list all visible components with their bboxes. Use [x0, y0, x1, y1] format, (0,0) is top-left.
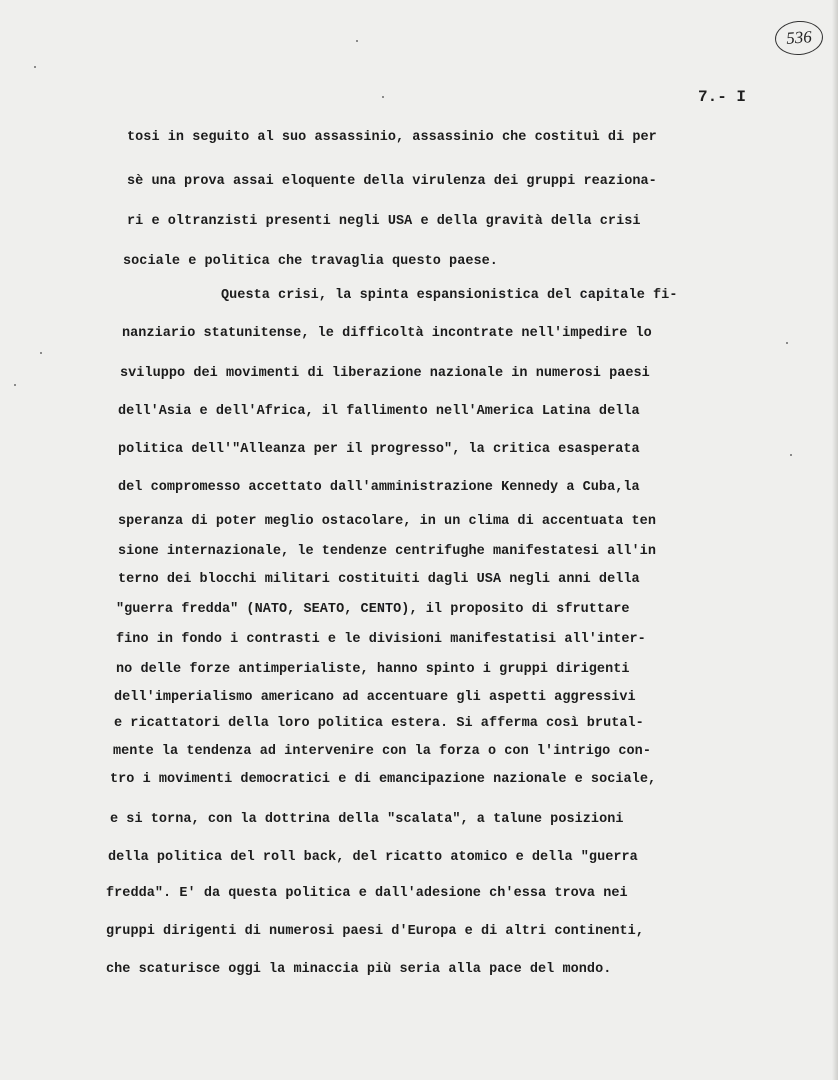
paper-speck: [34, 66, 36, 68]
text-line: sione internazionale, le tendenze centrifughe manifestatesi all'in: [118, 544, 656, 559]
text-line: politica dell'"Alleanza per il progresso", la critica esasperata: [118, 442, 640, 457]
text-line: sviluppo dei movimenti di liberazione nazionale in numerosi paesi: [120, 366, 650, 381]
archive-stamp: 536: [774, 19, 824, 56]
text-line: gruppi dirigenti di numerosi paesi d'Europa e di altri continenti,: [106, 924, 644, 939]
text-line: terno dei blocchi militari costituiti dagli USA negli anni della: [118, 572, 640, 587]
paper-speck: [40, 352, 42, 354]
text-line: del compromesso accettato dall'amministrazione Kennedy a Cuba,la: [118, 480, 640, 495]
text-line: nanziario statunitense, le difficoltà incontrate nell'impedire lo: [122, 326, 652, 341]
text-line: tro i movimenti democratici e di emancipazione nazionale e sociale,: [110, 772, 657, 787]
text-line: mente la tendenza ad intervenire con la forza o con l'intrigo con-: [113, 744, 651, 759]
paper-speck: [14, 384, 16, 386]
text-line: dell'Asia e dell'Africa, il fallimento nell'America Latina della: [118, 404, 640, 419]
paper-speck: [382, 96, 384, 98]
text-line: fino in fondo i contrasti e le divisioni manifestatisi all'inter-: [116, 632, 646, 647]
page-edge-shadow: [832, 0, 838, 1080]
text-line: fredda". E' da questa politica e dall'adesione ch'essa trova nei: [106, 886, 628, 901]
text-line: no delle forze antimperialiste, hanno spinto i gruppi dirigenti: [116, 662, 630, 677]
text-line: sociale e politica che travaglia questo paese.: [123, 254, 498, 269]
text-line: sè una prova assai eloquente della virulenza dei gruppi reaziona-: [127, 174, 657, 189]
text-line: speranza di poter meglio ostacolare, in un clima di accentuata ten: [118, 514, 656, 529]
text-line: ri e oltranzisti presenti negli USA e della gravità della crisi: [127, 214, 641, 229]
paper-speck: [786, 342, 788, 344]
paper-speck: [356, 40, 358, 42]
text-line: e ricattatori della loro politica estera. Si afferma così brutal-: [114, 716, 644, 731]
text-line: Questa crisi, la spinta espansionistica del capitale fi-: [221, 288, 678, 303]
paper-speck: [790, 454, 792, 456]
text-line: della politica del roll back, del ricatto atomico e della "guerra: [108, 850, 638, 865]
text-line: tosi in seguito al suo assassinio, assassinio che costituì di per: [127, 130, 657, 145]
text-line: "guerra fredda" (NATO, SEATO, CENTO), il proposito di sfruttare: [116, 602, 630, 617]
text-line: che scaturisce oggi la minaccia più seria alla pace del mondo.: [106, 962, 612, 977]
text-line: e si torna, con la dottrina della "scalata", a talune posizioni: [110, 812, 624, 827]
text-line: dell'imperialismo americano ad accentuare gli aspetti aggressivi: [114, 690, 636, 705]
page-number: 7.- I: [698, 88, 747, 106]
